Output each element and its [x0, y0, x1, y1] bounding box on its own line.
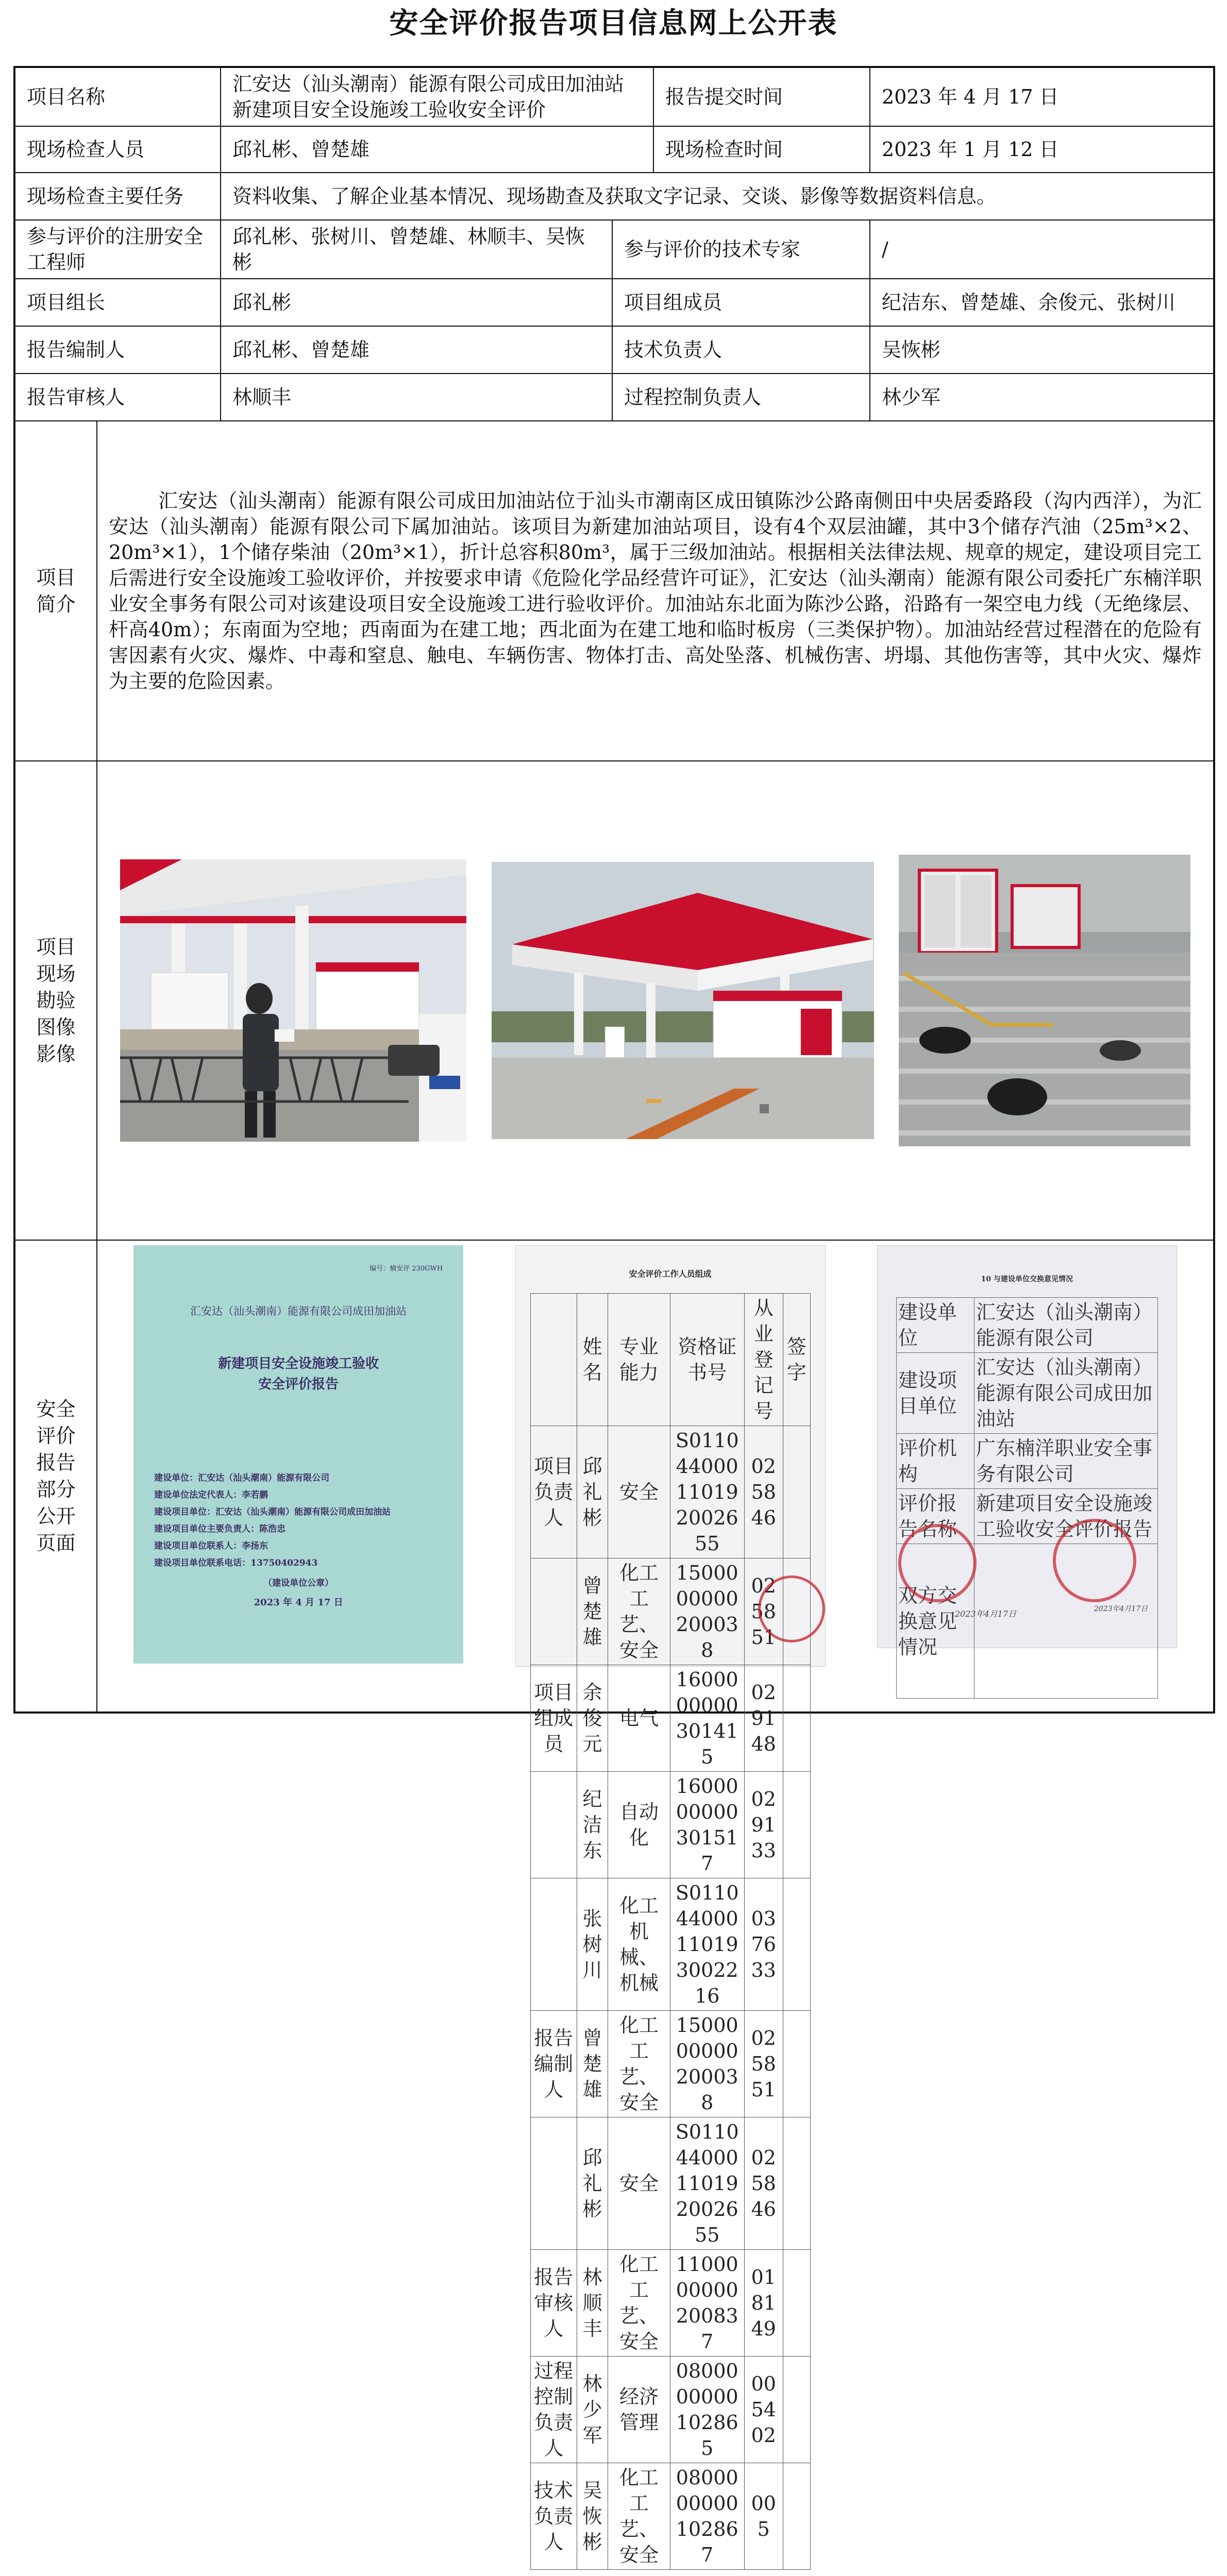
- red-seal-icon: [758, 1575, 825, 1642]
- staff-heading: 安全评价工作人员组成: [629, 1269, 712, 1279]
- info-table: [13, 66, 1215, 2566]
- experts-label: 参与评价的技术专家: [612, 220, 870, 279]
- table-row: 项目组成员 余俊元 电气 1600000000301415 029148: [530, 1665, 810, 1772]
- signature-cell: [783, 2117, 810, 2250]
- cover-line-3: 建设项目单位：汇安达（汕头潮南）能源有限公司成田加油站: [154, 1507, 391, 1517]
- inspection-time-label: 现场检查时间: [653, 126, 870, 173]
- cover-title-2: 安全评价报告: [258, 1377, 339, 1392]
- author-value: 邱礼彬、曾楚雄: [221, 326, 612, 374]
- handover-date-2: 2023年4月17日: [1094, 1605, 1148, 1613]
- reviewer-label: 报告审核人: [14, 374, 221, 421]
- page-title: 安全评价报告项目信息网上公开表: [389, 6, 838, 40]
- process-lead-value: 林少军: [870, 374, 1214, 421]
- project-name-value: 汇安达（汕头潮南）能源有限公司成田加油站新建项目安全设施竣工验收安全评价: [221, 67, 653, 126]
- reviewer-value: 林顺丰: [221, 374, 612, 421]
- inspectors-label: 现场检查人员: [14, 126, 221, 173]
- signature-cell: [783, 2463, 810, 2570]
- cover-line-5: 建设项目单位联系人：李扬东: [154, 1541, 268, 1551]
- tech-lead-label: 技术负责人: [612, 326, 870, 374]
- cover-serial: 编号：楠安评 230GWH: [369, 1265, 443, 1273]
- submit-time-value: 2023 年 4 月 17 日: [870, 67, 1214, 126]
- submit-time-label: 报告提交时间: [653, 67, 870, 126]
- report-handover-page: [877, 1245, 1177, 1658]
- table-row: 报告审核人 林顺丰 化工工艺、安全 1100000000200837 018149: [530, 2250, 810, 2357]
- project-name-label: 项目名称: [14, 67, 221, 126]
- table-row: 纪洁东 自动化 1600000000301517 029133: [530, 1772, 810, 1878]
- leader-value: 邱礼彬: [221, 279, 612, 326]
- handover-table: 建设单位 汇安达（汕头潮南）能源有限公司 建设项目单位 汇安达（汕头潮南）能源有限公司成田加油站 评价机构 广东楠洋职业安全事务有限公司 评价报告名称 新建项目安全设施竣工验收安全评价报告 双方交换意见情况: [896, 1297, 1158, 1699]
- members-value: 纪洁东、曾楚雄、余俊元、张树川: [870, 279, 1214, 326]
- red-seal-icon: [898, 1524, 977, 1602]
- table-row: 张树川 化工机械、机械 S011044000110193002216 037633: [530, 1878, 810, 2011]
- cover-line-1: 建设单位：汇安达（汕头潮南）能源有限公司: [154, 1473, 330, 1483]
- author-label: 报告编制人: [14, 326, 221, 374]
- cover-line-2: 建设单位法定代表人：李若鹏: [154, 1490, 268, 1500]
- cover-line-4: 建设项目单位主要负责人：陈浩忠: [154, 1524, 286, 1534]
- site-photo-inspector: [120, 859, 466, 1142]
- tasks-label: 现场检查主要任务: [14, 173, 221, 220]
- intro-label: 项目简介: [14, 421, 97, 761]
- tech-lead-value: 吴恢彬: [870, 326, 1214, 374]
- cover-company: 汇安达（汕头潮南）能源有限公司成田加油站: [190, 1305, 407, 1317]
- cover-title-1: 新建项目安全设施竣工验收: [218, 1356, 379, 1371]
- signature-cell: [783, 2357, 810, 2463]
- site-photo-tank-area: [899, 855, 1190, 1146]
- table-row: 技术负责人 吴恢彬 化工工艺、安全 0800000000102867 005: [530, 2463, 810, 2570]
- cover-line-6: 建设项目单位联系电话：13750402943: [154, 1558, 318, 1568]
- signature-cell: [783, 1772, 810, 1878]
- signature-cell: [783, 2250, 810, 2357]
- photos-label: 项目现场勘验图像影像: [14, 761, 97, 1240]
- process-lead-label: 过程控制负责人: [612, 374, 870, 421]
- leader-label: 项目组长: [14, 279, 221, 326]
- intro-text: 汇安达（汕头潮南）能源有限公司成田加油站位于汕头市潮南区成田镇陈沙公路南侧田中央居委路段（沟内西洋），为汇安达（汕头潮南）能源有限公司下属加油站。该项目为新建加油站项目，设有4个双层油罐，其中3个储存汽油（25m³×2、20m³×1），1个储存柴油（20m³×1），折计总容积80m³，属于三级加油站。根据相关法律法规、规章的规定，建设项目完工后需进行安全设施竣工验收评价，并按要求申请《危险化学品经营许可证》，汇安达（汕头潮南）能源有限公司委托广东楠洋职业安全事务有限公司对该建设项目安全设施竣工进行验收评价。加油站东北面为陈沙公路，沿路有一架空电力线（无绝缘层、杆高40m）；东南面为空地；西南面为在建工地；西北面为在建工地和临时板房（三类保护物）。加油站经营过程潜在的危险有害因素有火灾、爆炸、中毒和窒息、触电、车辆伤害、物体打击、高处坠落、机械伤害、坍塌、其他伤害等，其中火灾、爆炸为主要的危险因素。: [97, 421, 1214, 761]
- table-row: 曾楚雄 化工工艺、安全 1500000000200038 025851: [530, 1558, 810, 1665]
- photos-cell: [97, 761, 1214, 1240]
- inspectors-value: 邱礼彬、曾楚雄: [221, 126, 653, 173]
- table-row: 过程控制负责人 林少军 经济管理 0800000000102865 005402: [530, 2357, 810, 2463]
- table-row: 报告编制人 曾楚雄 化工工艺、安全 1500000000200038 025851: [530, 2011, 810, 2117]
- signature-cell: [783, 1426, 810, 1558]
- engineers-label: 参与评价的注册安全工程师: [14, 220, 221, 279]
- cover-stamp-note: （建设单位公章）: [263, 1578, 334, 1588]
- site-photo-canopy: [492, 862, 874, 1139]
- report-pages-cell: [97, 1240, 1214, 2566]
- handover-heading: 10 与建设单位交换意见情况: [981, 1275, 1073, 1283]
- tasks-value: 资料收集、了解企业基本情况、现场勘查及获取文字记录、交谈、影像等数据资料信息。: [221, 173, 1214, 220]
- cover-date: 2023 年 4 月 17 日: [254, 1597, 343, 1608]
- report-staff-page: [515, 1245, 826, 2566]
- report-pages-label: 安全评价报告部分公开页面: [14, 1240, 97, 1713]
- staff-table-header: 姓名 专业能力 资格证书号 从业登记号 签字: [530, 1294, 810, 1426]
- table-row: 项目负责人 邱礼彬 安全 S011044000110192002655 025846: [530, 1426, 810, 1558]
- staff-table: [530, 1293, 811, 2570]
- engineers-value: 邱礼彬、张树川、曾楚雄、林顺丰、吴恢彬: [221, 220, 612, 279]
- signature-cell: [783, 2011, 810, 2117]
- experts-value: /: [870, 220, 1214, 279]
- signature-cell: [783, 1878, 810, 2011]
- table-row: 邱礼彬 安全 S011044000110192002655 025846: [530, 2117, 810, 2250]
- red-seal-icon: [1053, 1519, 1136, 1602]
- report-cover-page: [133, 1245, 463, 1664]
- members-label: 项目组成员: [612, 279, 870, 326]
- inspection-time-value: 2023 年 1 月 12 日: [870, 126, 1214, 173]
- signature-cell: [783, 1665, 810, 1772]
- handover-date-1: 2023年4月17日: [954, 1609, 1017, 1619]
